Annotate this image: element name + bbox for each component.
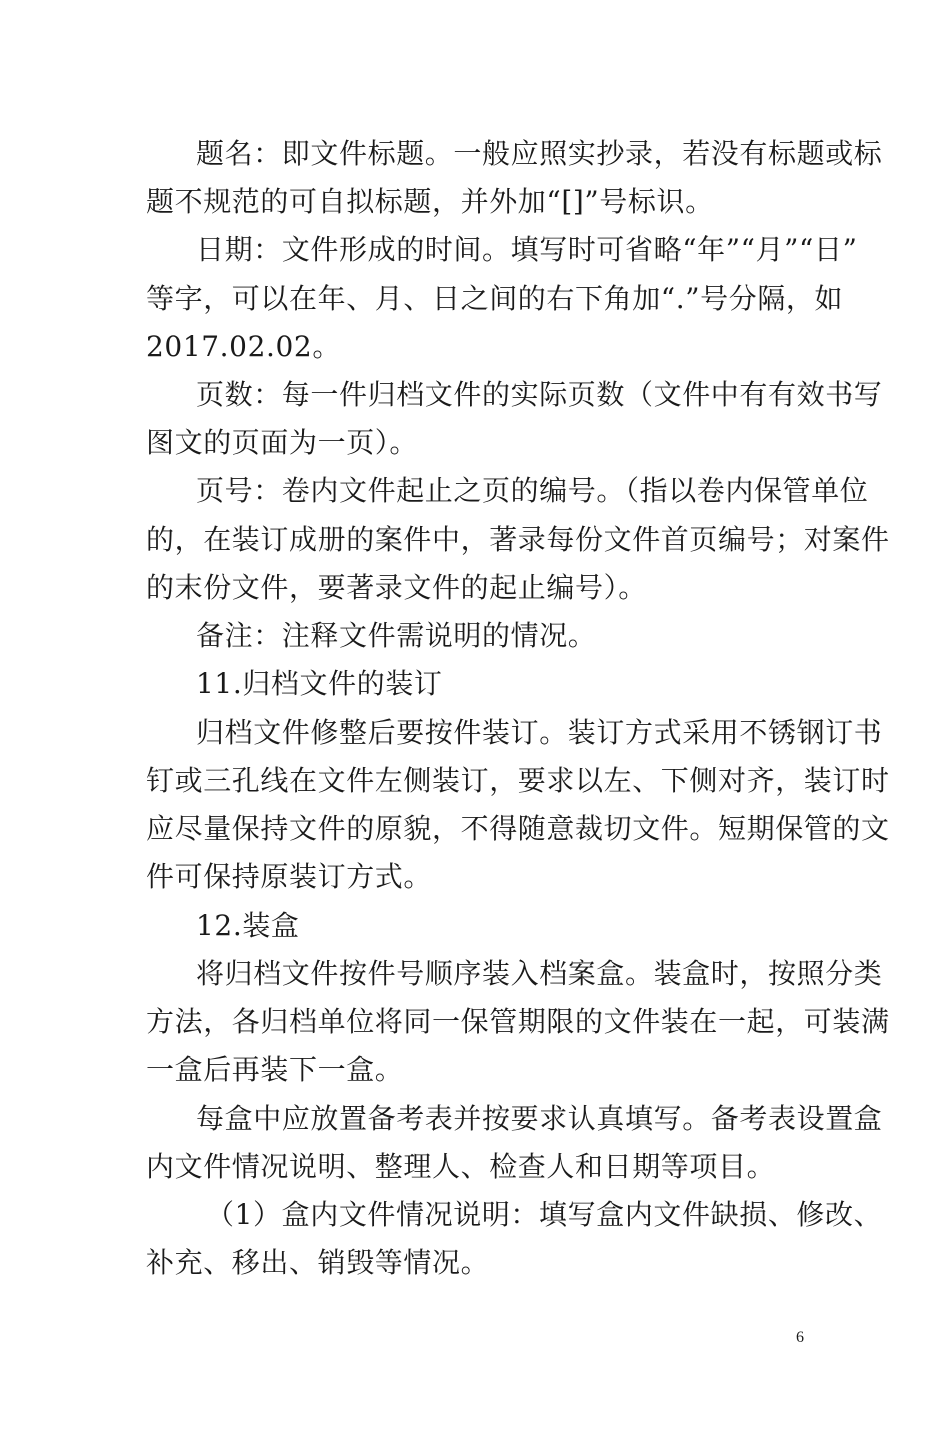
text-line: （1）盒内文件情况说明：填写盒内文件缺损、修改、 — [206, 1198, 883, 1231]
text-line: 将归档文件按件号顺序装入档案盒。装盒时，按照分类 — [196, 957, 883, 990]
text-line: 图文的页面为一页）。 — [146, 426, 419, 459]
text-line: 的，在装订成册的案件中，著录每份文件首页编号；对案件 — [146, 523, 890, 556]
text-line: 等字，可以在年、月、日之间的右下角加“.”号分隔，如 — [146, 282, 844, 315]
text-line: 方法，各归档单位将同一保管期限的文件装在一起，可装满 — [146, 1005, 890, 1038]
section-heading: 12.装盒 — [196, 909, 300, 942]
text-line: 一盒后再装下一盒。 — [146, 1053, 404, 1086]
section-heading: 11.归档文件的装订 — [196, 667, 443, 700]
text-line: 内文件情况说明、整理人、检查人和日期等项目。 — [146, 1150, 776, 1183]
page-number: 6 — [796, 1329, 804, 1346]
text-line: 日期：文件形成的时间。填写时可省略“年”“月”“日” — [196, 233, 858, 266]
text-line: 钉或三孔线在文件左侧装订，要求以左、下侧对齐，装订时 — [146, 764, 890, 797]
text-line: 2017.02.02。 — [146, 330, 341, 363]
text-line: 页号：卷内文件起止之页的编号。（指以卷内保管单位 — [196, 474, 869, 507]
text-line: 每盒中应放置备考表并按要求认真填写。备考表设置盒 — [196, 1102, 883, 1135]
text-line: 补充、移出、销毁等情况。 — [146, 1246, 490, 1279]
text-line: 备注：注释文件需说明的情况。 — [196, 619, 597, 652]
text-line: 页数：每一件归档文件的实际页数（文件中有有效书写 — [196, 378, 883, 411]
text-line: 件可保持原装订方式。 — [146, 860, 433, 893]
text-line: 题名：即文件标题。一般应照实抄录，若没有标题或标 — [196, 137, 883, 170]
text-line: 归档文件修整后要按件装订。装订方式采用不锈钢订书 — [196, 716, 883, 749]
text-line: 应尽量保持文件的原貌，不得随意裁切文件。短期保管的文 — [146, 812, 890, 845]
text-line: 的末份文件，要著录文件的起止编号）。 — [146, 571, 647, 604]
text-line: 题不规范的可自拟标题，并外加“[]”号标识。 — [146, 185, 714, 218]
